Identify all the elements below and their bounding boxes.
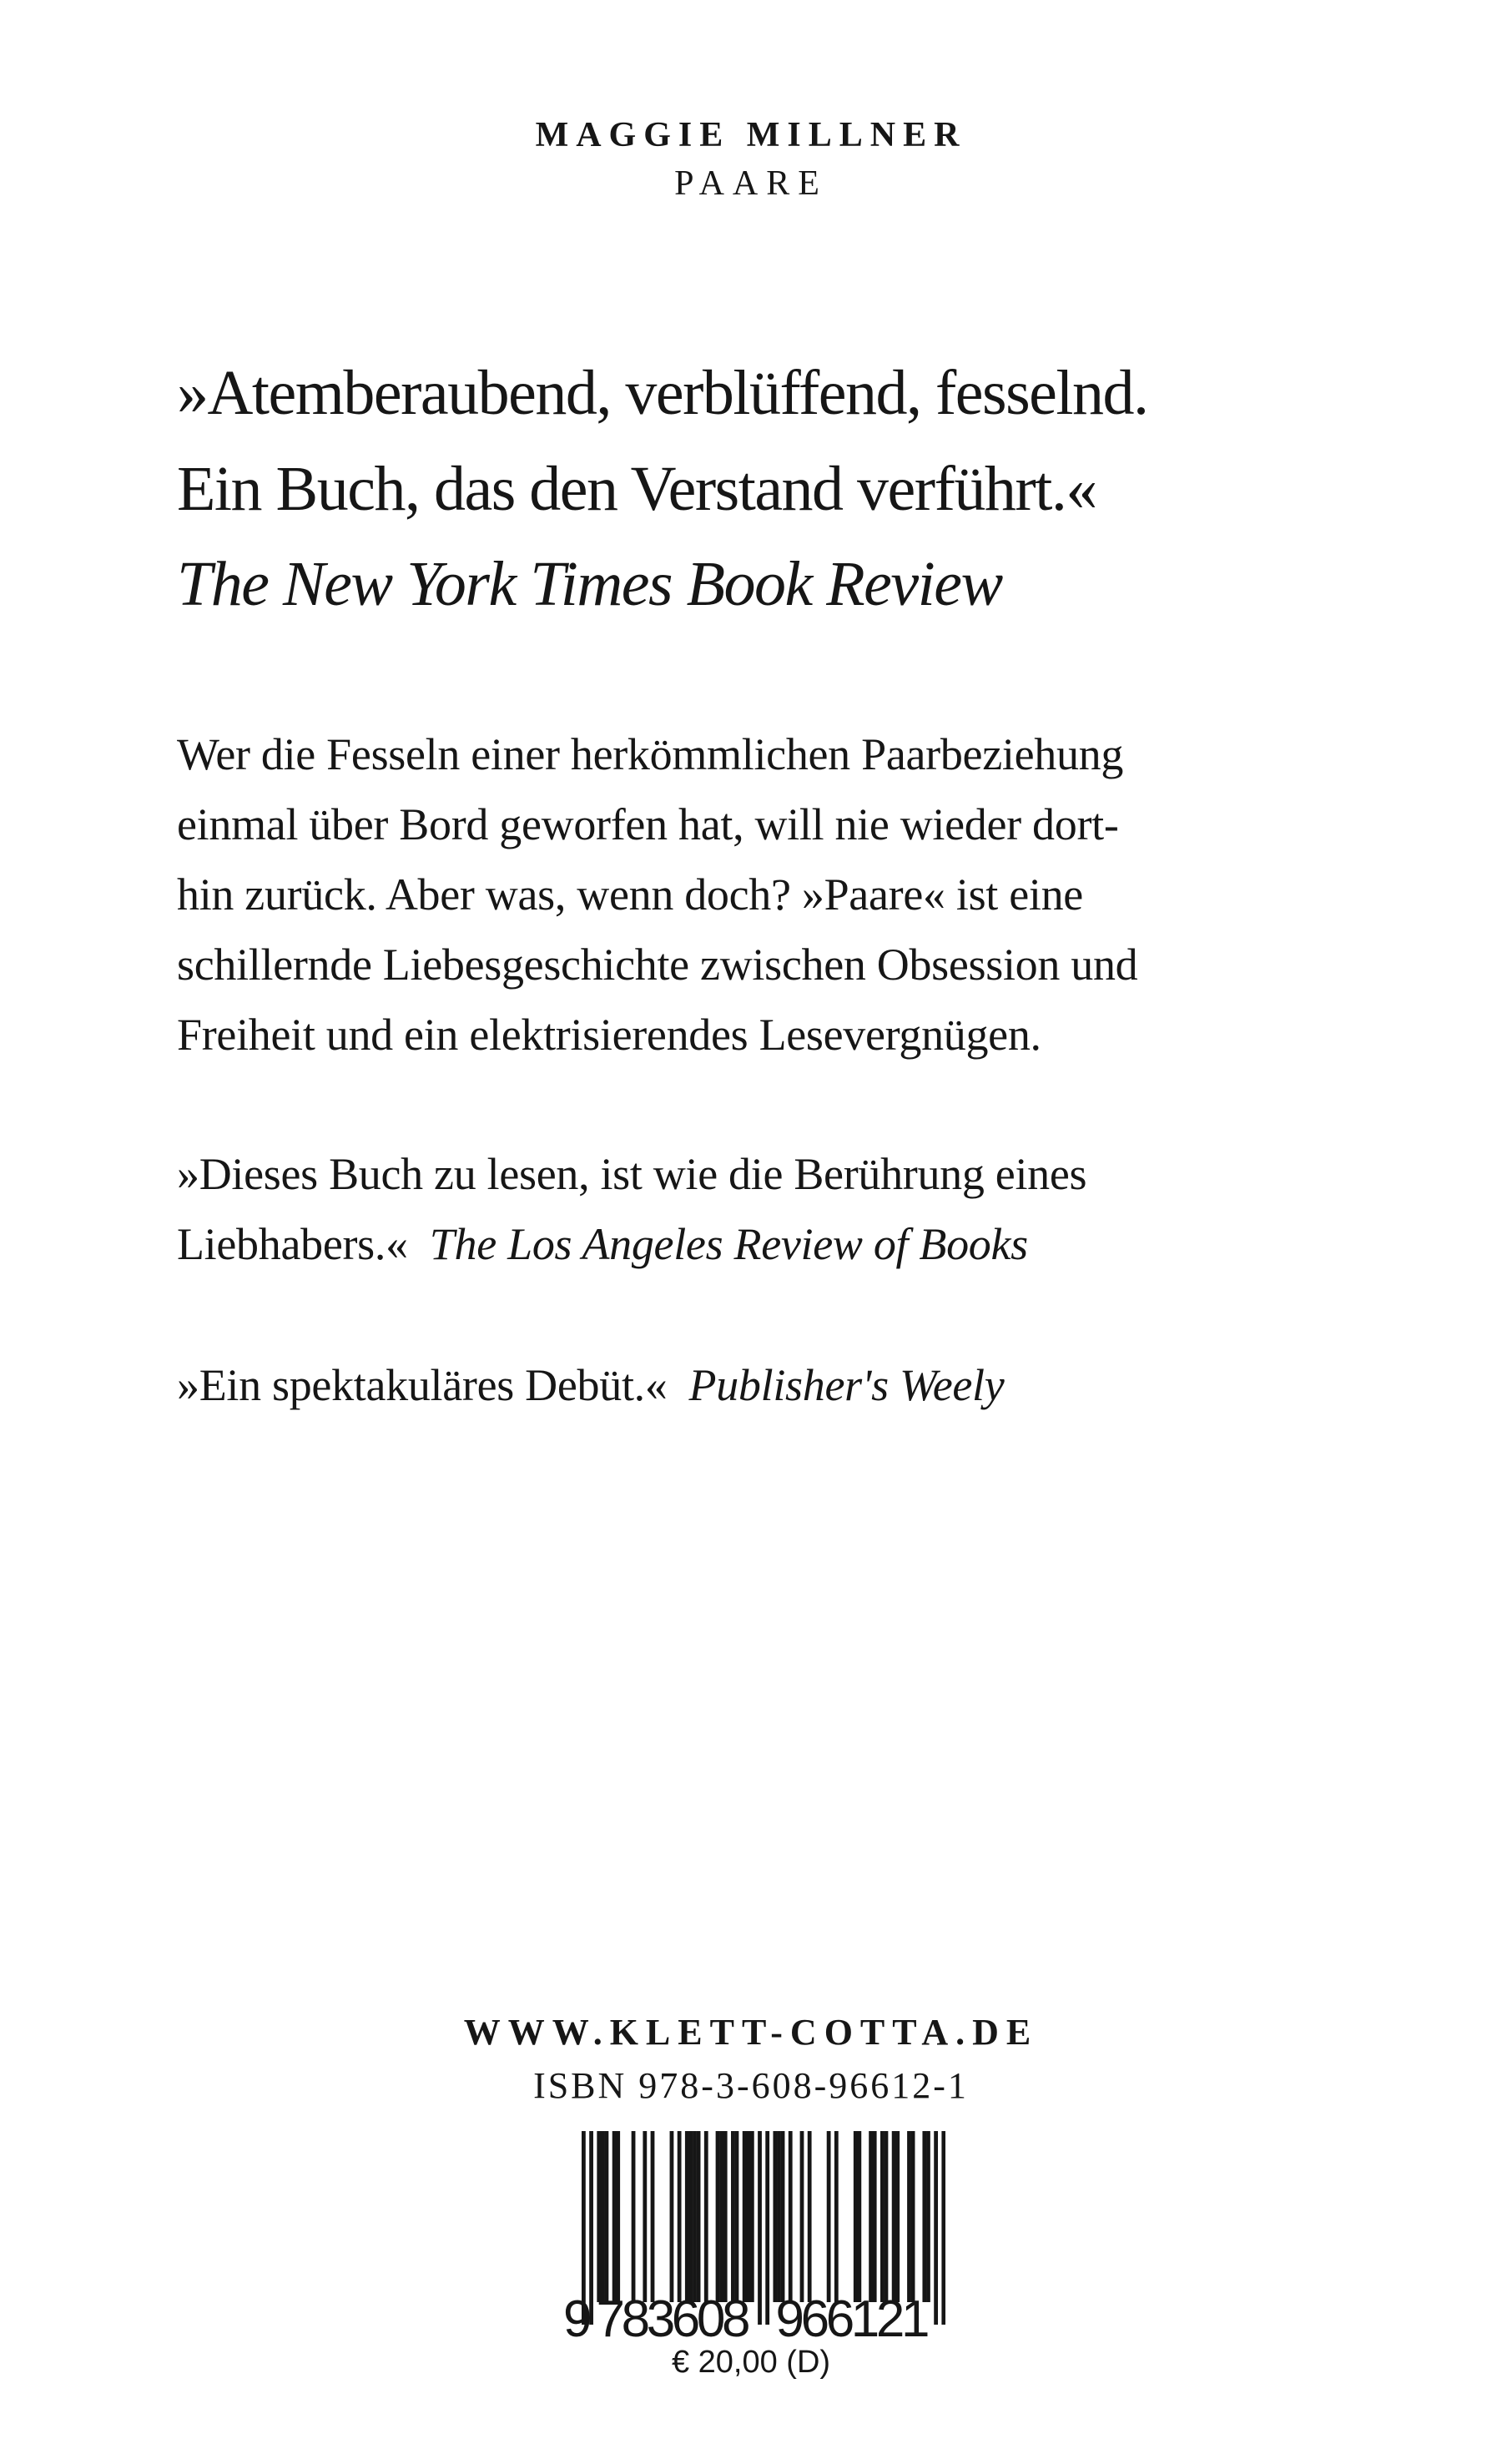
barcode-bar (834, 2131, 839, 2302)
barcode-digits-right: 966121 (775, 2290, 930, 2340)
barcode (548, 2131, 945, 2340)
barcode-bar (750, 2131, 754, 2302)
barcode-bar (616, 2131, 620, 2302)
blurb-line: Freiheit und ein elektrisierendes Lesevergnügen. (177, 1010, 1041, 1060)
barcode-bar (781, 2131, 785, 2302)
review-quote-line: »Dieses Buch zu lesen, ist wie die Berührung eines (177, 1149, 1087, 1199)
review-quote-line: »Ein spektakuläres Debüt.« (177, 1360, 668, 1410)
barcode-bar (885, 2131, 889, 2302)
barcode-bar (704, 2131, 708, 2302)
barcode-bar (670, 2131, 674, 2302)
barcode-bar (922, 2131, 926, 2302)
review-quote (177, 1218, 1028, 1270)
barcode-bar (612, 2131, 617, 2302)
barcode-bar (632, 2131, 636, 2302)
price: € 20,00 (D) (671, 2345, 831, 2380)
barcode-bar (693, 2131, 697, 2302)
barcode-bar (758, 2131, 762, 2325)
barcode-bar (827, 2131, 831, 2302)
barcode-bar (773, 2131, 777, 2302)
barcode-bar (934, 2131, 938, 2325)
blurb-line: einmal über Bord geworfen hat, will nie wieder dort- (177, 799, 1119, 849)
review-quote-source: The Los Angeles Review of Books (429, 1219, 1028, 1269)
barcode-bar (719, 2131, 723, 2302)
barcode-bar (601, 2131, 605, 2302)
barcode-bar (941, 2131, 945, 2325)
barcode-digits-left: 783608 (596, 2290, 751, 2340)
barcode-bar (808, 2131, 812, 2302)
author-name: MAGGIE MILLNER (535, 116, 967, 154)
barcode-bar (597, 2131, 601, 2302)
blurb-line: Wer die Fesseln einer herkömmlichen Paarbeziehung (177, 729, 1124, 779)
barcode-bar (857, 2131, 861, 2302)
review-quote-line: Liebhabers.« (177, 1219, 408, 1269)
barcode-bar (777, 2131, 781, 2302)
barcode-bar (869, 2131, 873, 2302)
barcode-bar (643, 2131, 647, 2302)
isbn: ISBN 978-3-608-96612-1 (533, 2065, 969, 2106)
barcode-bar (735, 2131, 739, 2302)
main-quote-source: The New York Times Book Review (177, 549, 1002, 619)
barcode-bar (716, 2131, 720, 2302)
main-quote-line: »Atemberaubend, verblüffend, fesselnd. (177, 358, 1148, 428)
barcode-bar (697, 2131, 701, 2302)
barcode-bar (689, 2131, 693, 2302)
barcode-bar (678, 2131, 682, 2302)
blurb-line: schillernde Liebesgeschichte zwischen Obsession und (177, 940, 1138, 990)
barcode-bar (800, 2131, 804, 2302)
barcode-bar (746, 2131, 750, 2302)
barcode-bar (651, 2131, 655, 2302)
barcode-bar (907, 2131, 911, 2302)
barcode-bar (723, 2131, 728, 2302)
main-quote-line: Ein Buch, das den Verstand verführt.« (177, 454, 1096, 524)
barcode-bar (743, 2131, 747, 2302)
barcode-bar (685, 2131, 689, 2302)
barcode-bar (926, 2131, 930, 2302)
barcode-bar (892, 2131, 896, 2302)
barcode-bar (895, 2131, 900, 2302)
blurb-line: hin zurück. Aber was, wenn doch? »Paare« ist eine (177, 869, 1083, 920)
book-title: PAARE (674, 164, 828, 203)
review-quote (177, 1359, 1004, 1411)
review-quote-source: Publisher's Weely (688, 1360, 1005, 1410)
barcode-bar (765, 2131, 769, 2325)
barcode-bar (911, 2131, 915, 2302)
barcode-digit-first: 9 (563, 2290, 592, 2340)
barcode-bar (873, 2131, 877, 2302)
barcode-bar (880, 2131, 885, 2302)
publisher-url[interactable]: WWW.KLETT-COTTA.DE (463, 2012, 1039, 2053)
barcode-bar (854, 2131, 858, 2302)
barcode-bar (789, 2131, 793, 2302)
barcode-bar (731, 2131, 735, 2302)
barcode-bar (605, 2131, 609, 2302)
